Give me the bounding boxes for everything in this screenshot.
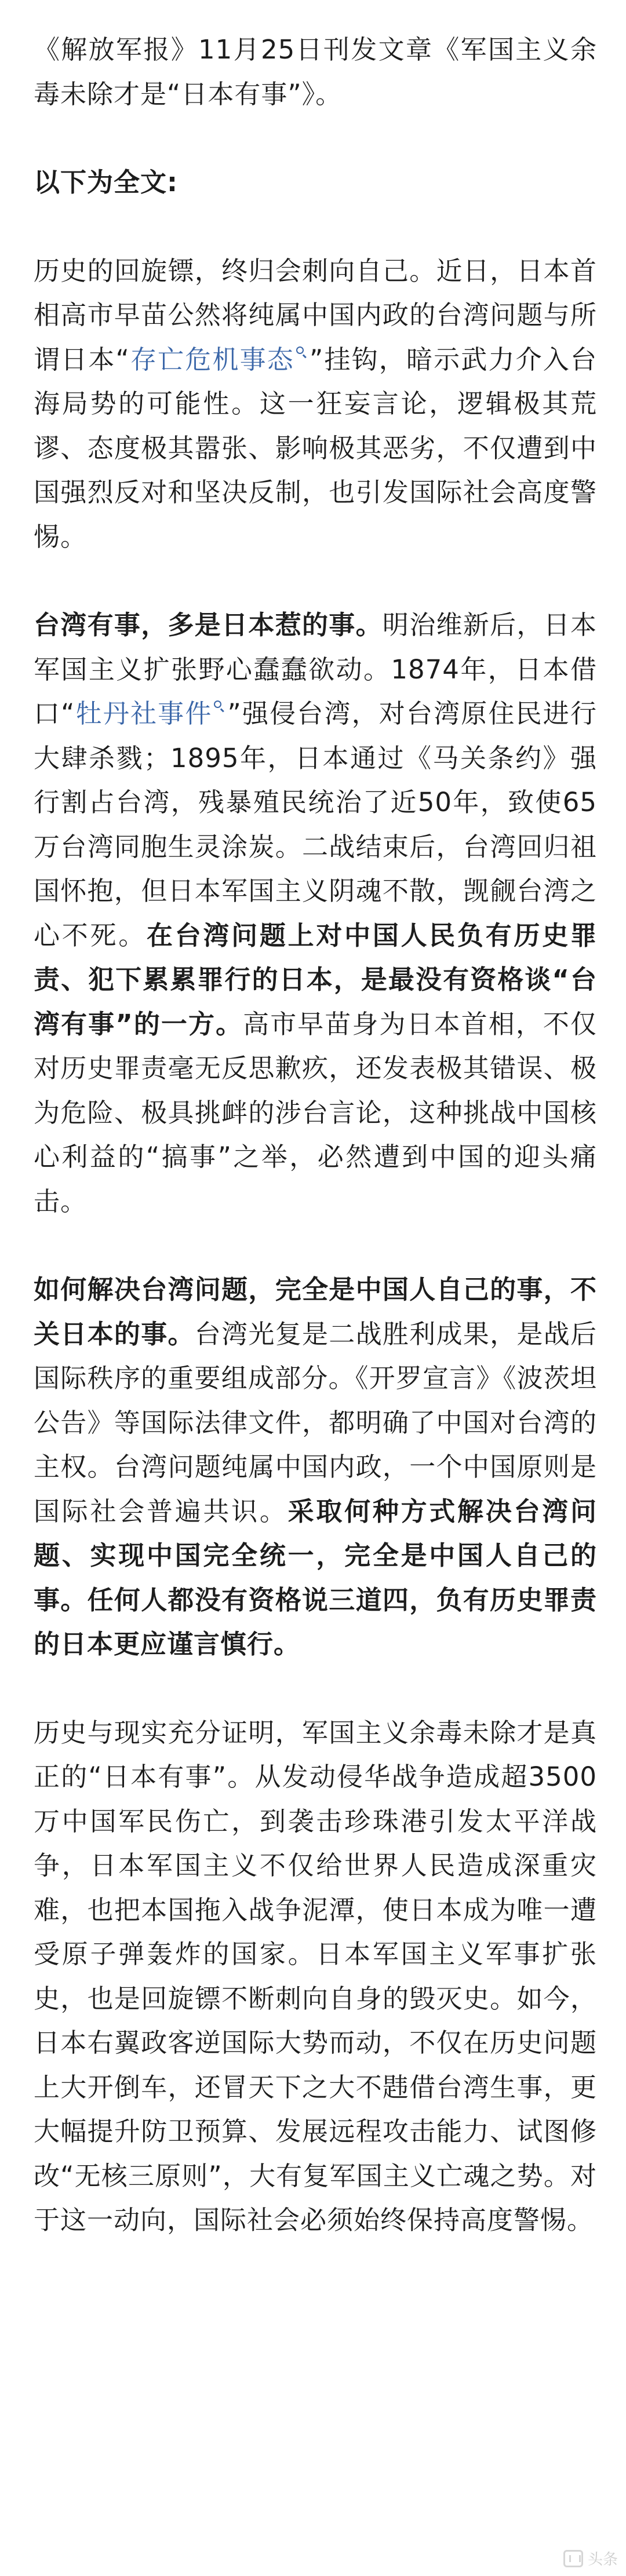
- paragraph-4-text: 历史与现实充分证明，军国主义余毒未除才是真正的“日本有事”。从发动侵华战争造成超3500万中国军民伤亡，到袭击珍珠港引发太平洋战争，日本军国主义不仅给世界人民造成深重灾难，也把本国拖入战争泥潭，使日本成为唯一遭受原子弹轰炸的国家。日本军国主义军事扩张史，也是回旋镖不断刺向自身的毁灭史。如今，日本右翼政客逆国际大势而动，不仅在历史问题上大开倒车，还冒天下之大不韪借台湾生事，更大幅提升防卫预算、发展远程攻击能力、试图修改“无核三原则”，大有复军国主义亡魂之势。对于这一动向，国际社会必须始终保持高度警惕。: [34, 1717, 597, 2235]
- paragraph-4: [34, 1711, 597, 2243]
- paragraph-2-text-c: 高市早苗身为日本首相，不仅对历史罪责毫无反思歉疚，还发表极其错误、极为危险、极具挑衅的涉台言论，这种挑战中国核心利益的“搞事”之举，必然遭到中国的迎头痛击。: [34, 1008, 597, 1217]
- keyword-link-existential-crisis[interactable]: [130, 344, 310, 375]
- keyword-link-label[interactable]: 牡丹社事件: [75, 698, 213, 729]
- paragraph-1-text-b: ”挂钩，暗示武力介入台海局势的可能性。这一狂妄言论，逻辑极其荒谬、态度极其嚣张、影响极其恶劣，不仅遭到中国强烈反对和坚决反制，也引发国际社会高度警惕。: [34, 344, 597, 552]
- watermark-text: 头条: [587, 2551, 618, 2568]
- paragraph-1: [34, 249, 597, 560]
- paragraph-2-text-a: 明治维新后，日本军国主义扩张野心蠢蠢欲动。1874年，日本借口“: [34, 610, 597, 729]
- paragraph-3-text-a: 台湾光复是二战胜利成果，是战后国际秩序的重要组成部分。《开罗宣言》《波茨坦公告》等国际法律文件，都明确了中国对台湾的主权。台湾问题纯属中国内政，一个中国原则是国际社会普遍共识。: [34, 1318, 597, 1527]
- paragraph-2-text-b: ”强侵台湾，对台湾原住民进行大肆杀戮；1895年，日本通过《马关条约》强行割占台湾，残暴殖民统治了近50年，致使65万台湾同胞生灵涂炭。二战结束后，台湾回归祖国怀抱，但日本军国主义阴魂不散，觊觎台湾之心不死。: [34, 698, 597, 951]
- paragraph-2: [34, 603, 597, 1224]
- paragraph-1-text-a: 历史的回旋镖，终归会刺向自己。近日，日本首相高市早苗公然将纯属中国内政的台湾问题与所谓日本“: [34, 255, 597, 375]
- paragraph-2-bold-lead: 台湾有事，多是日本惹的事。: [34, 610, 383, 640]
- paragraph-2-bold-middle: 在台湾问题上对中国人民负有历史罪责、犯下累累罪行的日本，是最没有资格谈“台湾有事”的一方。: [34, 920, 597, 1039]
- fulltext-heading-text: 以下为全文:: [34, 167, 178, 198]
- paragraph-3: [34, 1268, 597, 1667]
- search-icon[interactable]: [213, 700, 226, 713]
- paragraph-3-bold-lead: 如何解决台湾问题，完全是中国人自己的事，不关日本的事。: [34, 1274, 597, 1349]
- search-icon[interactable]: [296, 346, 308, 359]
- paragraph-3-bold-end: 采取何种方式解决台湾问题、实现中国完全统一，完全是中国人自己的事。任何人都没有资格说三道四，负有历史罪责的日本更应谨言慎行。: [34, 1495, 597, 1659]
- source-text: 《解放军报》11月25日刊发文章《军国主义余毒未除才是“日本有事”》。: [34, 34, 597, 110]
- fulltext-heading: [34, 160, 597, 205]
- paragraph-source: [34, 28, 597, 116]
- keyword-link-mudan-incident[interactable]: [75, 698, 227, 729]
- watermark-logo-icon: [563, 2550, 583, 2567]
- toutiao-watermark: [563, 2548, 618, 2569]
- keyword-link-label[interactable]: 存亡危机事态: [129, 344, 294, 375]
